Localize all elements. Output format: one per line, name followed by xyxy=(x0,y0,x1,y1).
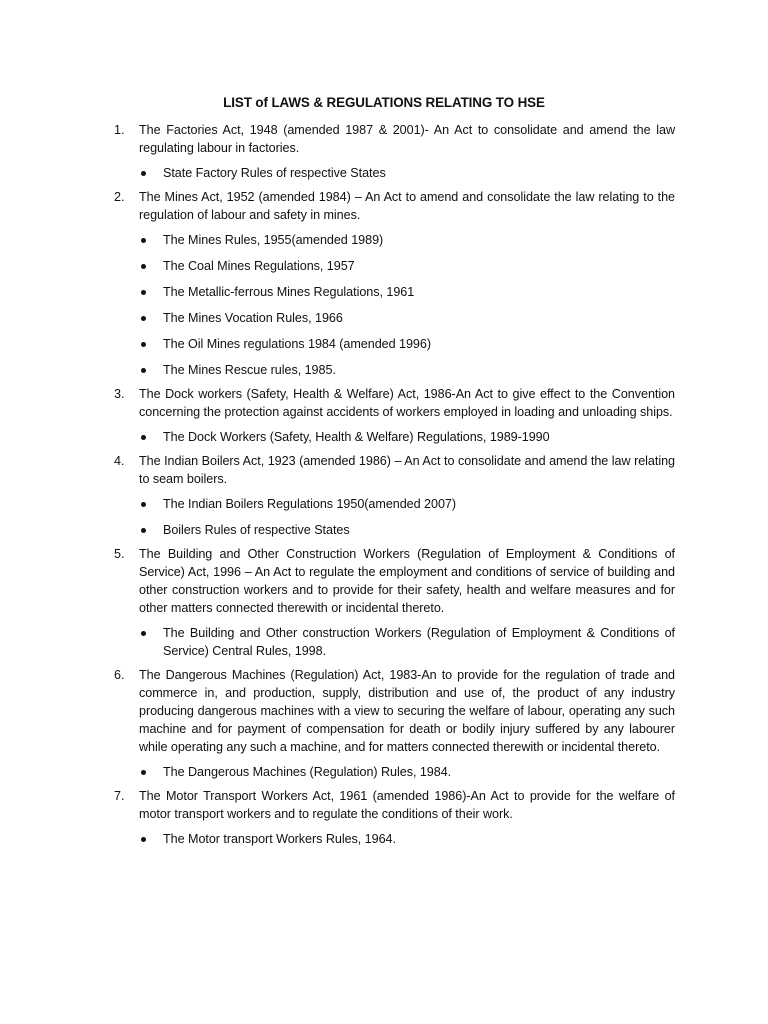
bullet-icon xyxy=(141,342,146,347)
law-item xyxy=(114,188,675,379)
law-item xyxy=(114,121,675,182)
sub-list xyxy=(139,763,675,781)
sub-list xyxy=(139,428,675,446)
sub-item-text: The Motor transport Workers Rules, 1964. xyxy=(163,832,396,846)
bullet-icon xyxy=(141,837,146,842)
sub-item xyxy=(139,521,675,539)
sub-item xyxy=(139,763,675,781)
sub-item-text: The Dock Workers (Safety, Health & Welfare) Regulations, 1989-1990 xyxy=(163,430,550,444)
sub-list xyxy=(139,231,675,379)
law-number: 4. xyxy=(114,454,125,468)
sub-item-text: The Dangerous Machines (Regulation) Rules, 1984. xyxy=(163,765,452,779)
sub-list xyxy=(139,624,675,660)
sub-item xyxy=(139,231,675,249)
law-text: The Dock workers (Safety, Health & Welfare) Act, 1986-An Act to give effect to the Convention concerning the protection against accidents of workers employed in loading and unloading ships. xyxy=(139,387,675,419)
sub-item-text: The Mines Rules, 1955(amended 1989) xyxy=(163,233,384,247)
sub-item-text: The Building and Other construction Workers (Regulation of Employment & Conditions of Service) Central Rules, 1998. xyxy=(163,626,675,658)
sub-item xyxy=(139,624,675,660)
law-number: 5. xyxy=(114,547,125,561)
law-text: The Motor Transport Workers Act, 1961 (amended 1986)-An Act to provide for the welfare of motor transport workers and to regulate the conditions of their work. xyxy=(139,789,675,821)
bullet-icon xyxy=(141,264,146,269)
bullet-icon xyxy=(141,435,146,440)
bullet-icon xyxy=(141,502,146,507)
sub-list xyxy=(139,495,675,539)
sub-item xyxy=(139,335,675,353)
bullet-icon xyxy=(141,770,146,775)
bullet-icon xyxy=(141,238,146,243)
bullet-icon xyxy=(141,631,146,636)
law-item xyxy=(114,452,675,539)
law-number: 6. xyxy=(114,668,125,682)
law-item xyxy=(114,666,675,781)
law-number: 2. xyxy=(114,190,125,204)
law-text: The Mines Act, 1952 (amended 1984) – An Act to amend and consolidate the law relating to the regulation of labour and safety in mines. xyxy=(139,190,675,222)
sub-item-text: The Metallic-ferrous Mines Regulations, 1961 xyxy=(163,285,415,299)
law-text: The Indian Boilers Act, 1923 (amended 1986) – An Act to consolidate and amend the law relating to seam boilers. xyxy=(139,454,675,486)
law-text: The Factories Act, 1948 (amended 1987 & 2001)- An Act to consolidate and amend the law regulating labour in factories. xyxy=(139,123,675,155)
page-title: LIST of LAWS & REGULATIONS RELATING TO HSE xyxy=(223,95,545,110)
law-item xyxy=(114,787,675,848)
sub-item-text: The Oil Mines regulations 1984 (amended 1996) xyxy=(163,337,431,351)
sub-item-text: Boilers Rules of respective States xyxy=(163,523,350,537)
bullet-icon xyxy=(141,316,146,321)
law-item xyxy=(114,385,675,446)
sub-item-text: The Coal Mines Regulations, 1957 xyxy=(163,259,355,273)
sub-item xyxy=(139,361,675,379)
law-number: 1. xyxy=(114,123,125,137)
sub-item-text: The Mines Vocation Rules, 1966 xyxy=(163,311,343,325)
law-number: 3. xyxy=(114,387,125,401)
sub-item xyxy=(139,495,675,513)
bullet-icon xyxy=(141,171,146,176)
sub-item-text: The Indian Boilers Regulations 1950(amended 2007) xyxy=(163,497,456,511)
bullet-icon xyxy=(141,368,146,373)
sub-item xyxy=(139,283,675,301)
sub-item xyxy=(139,830,675,848)
bullet-icon xyxy=(141,528,146,533)
sub-list xyxy=(139,164,675,182)
law-number: 7. xyxy=(114,789,125,803)
law-item xyxy=(114,545,675,660)
sub-item-text: State Factory Rules of respective States xyxy=(163,166,386,180)
sub-item xyxy=(139,428,675,446)
sub-item xyxy=(139,164,675,182)
sub-item xyxy=(139,257,675,275)
law-text: The Building and Other Construction Workers (Regulation of Employment & Conditions of Service) Act, 1996 – An Act to regulate the employment and conditions of service of building and other construction workers and to provide for their safety, health and welfare measures and for other matters connected therewith or incidental thereto. xyxy=(139,547,675,615)
bullet-icon xyxy=(141,290,146,295)
sub-item xyxy=(139,309,675,327)
sub-list xyxy=(139,830,675,848)
law-list xyxy=(114,121,675,854)
law-text: The Dangerous Machines (Regulation) Act, 1983-An to provide for the regulation of trade and commerce in, and production, supply, distribution and use of, the product of any industry producing dangerous machines with a view to securing the welfare of labour, operating any such machine and for payment of compensation for death or bodily injury suffered by any labourer while operating any such a machine, and for matters connected therewith or incidental thereto. xyxy=(139,668,675,754)
sub-item-text: The Mines Rescue rules, 1985. xyxy=(163,363,336,377)
